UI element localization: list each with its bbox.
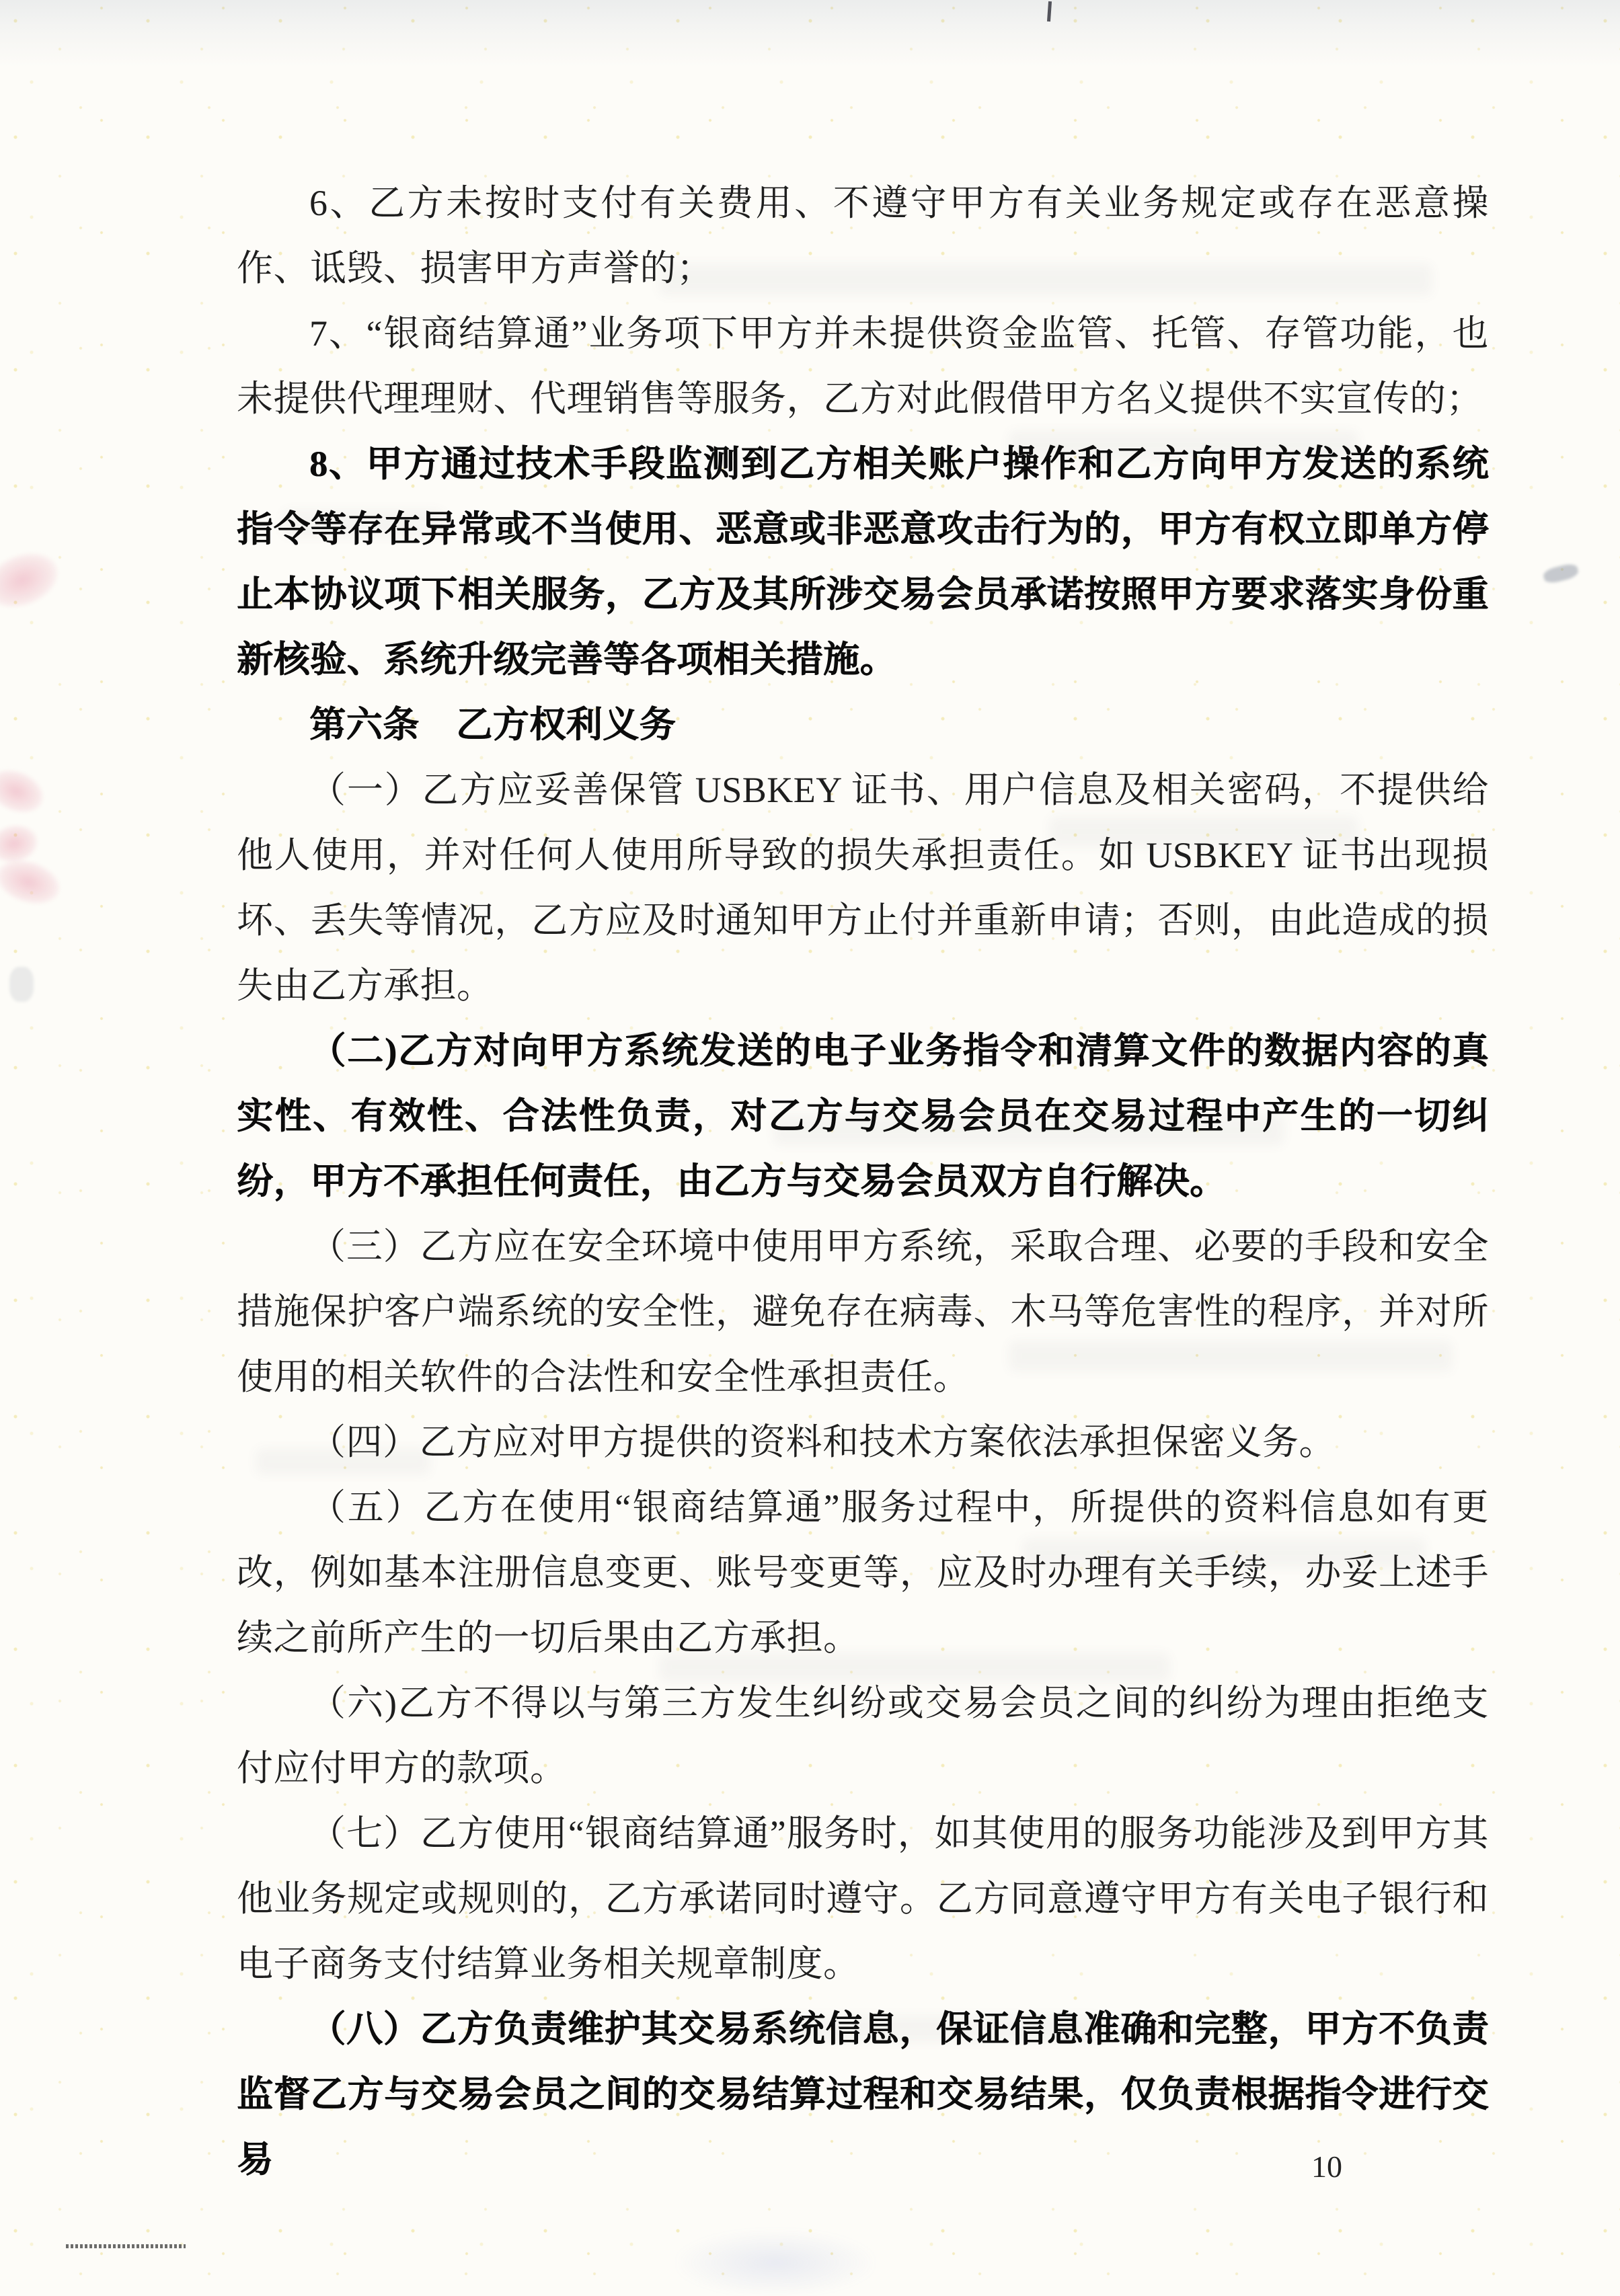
scan-micro-mark — [66, 2244, 186, 2248]
ink-smudge — [0, 853, 65, 912]
ink-smudge — [0, 543, 66, 617]
article-6-heading: 第六条 乙方权利义务 — [309, 705, 676, 745]
scan-mark-top — [1047, 1, 1052, 22]
clause-item-5: （五）乙方在使用“银商结算通”服务过程中，所提供的资料信息如有更改，例如基本注册信息变更、账号变更等，应及时办理有关手续，办妥上述手续之前所产生的一切后果由乙方承担。 — [237, 1487, 1489, 1658]
clause-item-3: （三）乙方应在安全环境中使用甲方系统，采取合理、必要的手段和安全措施保护客户端系统的安全性，避免存在病毒、木马等危害性的程序，并对所使用的相关软件的合法性和安全性承担责任。 — [237, 1226, 1489, 1397]
scan-noise-band — [0, 0, 1620, 67]
clause-7: 7、“银商结算通”业务项下甲方并未提供资金监管、托管、存管功能，也未提供代理理财、代理销售等服务，乙方对此假借甲方名义提供不实宣传的； — [237, 313, 1489, 419]
clause-item-8: （八）乙方负责维护其交易系统信息，保证信息准确和完整，甲方不负责监督乙方与交易会员之间的交易结算过程和交易结果，仅负责根据指令进行交易 — [237, 2009, 1489, 2180]
clause-item-2: （二)乙方对向甲方系统发送的电子业务指令和清算文件的数据内容的真实性、有效性、合法性负责，对乙方与交易会员在交易过程中产生的一切纠纷，甲方不承担任何责任，由乙方与交易会员双方自行解决。 — [237, 1031, 1489, 1201]
scan-smudge — [1542, 562, 1580, 585]
ink-smudge-blue — [678, 2231, 873, 2295]
ink-smudge — [0, 762, 50, 820]
contract-body — [237, 171, 1489, 2192]
clause-6: 6、乙方未按时支付有关费用、不遵守甲方有关业务规定或存在恶意操作、诋毁、损害甲方声誉的； — [237, 183, 1489, 288]
clause-item-4: （四）乙方应对甲方提供的资料和技术方案依法承担保密义务。 — [309, 1422, 1336, 1462]
clause-item-1: （一）乙方应妥善保管 USBKEY 证书、用户信息及相关密码，不提供给他人使用，并对任何人使用所导致的损失承担责任。如 USBKEY 证书出现损坏、丢失等情况，乙方应及时通知甲方止付并重新申请；否则，由此造成的损失由乙方承担。 — [237, 770, 1489, 1006]
clause-item-7: （七）乙方使用“银商结算通”服务时，如其使用的服务功能涉及到甲方其他业务规定或规则的，乙方承诺同时遵守。乙方同意遵守甲方有关电子银行和电子商务支付结算业务相关规章制度。 — [237, 1813, 1489, 1984]
clause-8: 8、甲方通过技术手段监测到乙方相关账户操作和乙方向甲方发送的系统指令等存在异常或不当使用、恶意或非恶意攻击行为的，甲方有权立即单方停止本协议项下相关服务，乙方及其所涉交易会员承诺按照甲方要求落实身份重新核验、系统升级完善等各项相关措施。 — [237, 444, 1489, 680]
page-number: 10 — [1311, 2149, 1342, 2184]
clause-item-6: （六)乙方不得以与第三方发生纠纷或交易会员之间的纠纷为理由拒绝支付应付甲方的款项。 — [237, 1683, 1489, 1788]
ink-smudge — [0, 821, 41, 866]
scan-smudge — [9, 967, 34, 1002]
